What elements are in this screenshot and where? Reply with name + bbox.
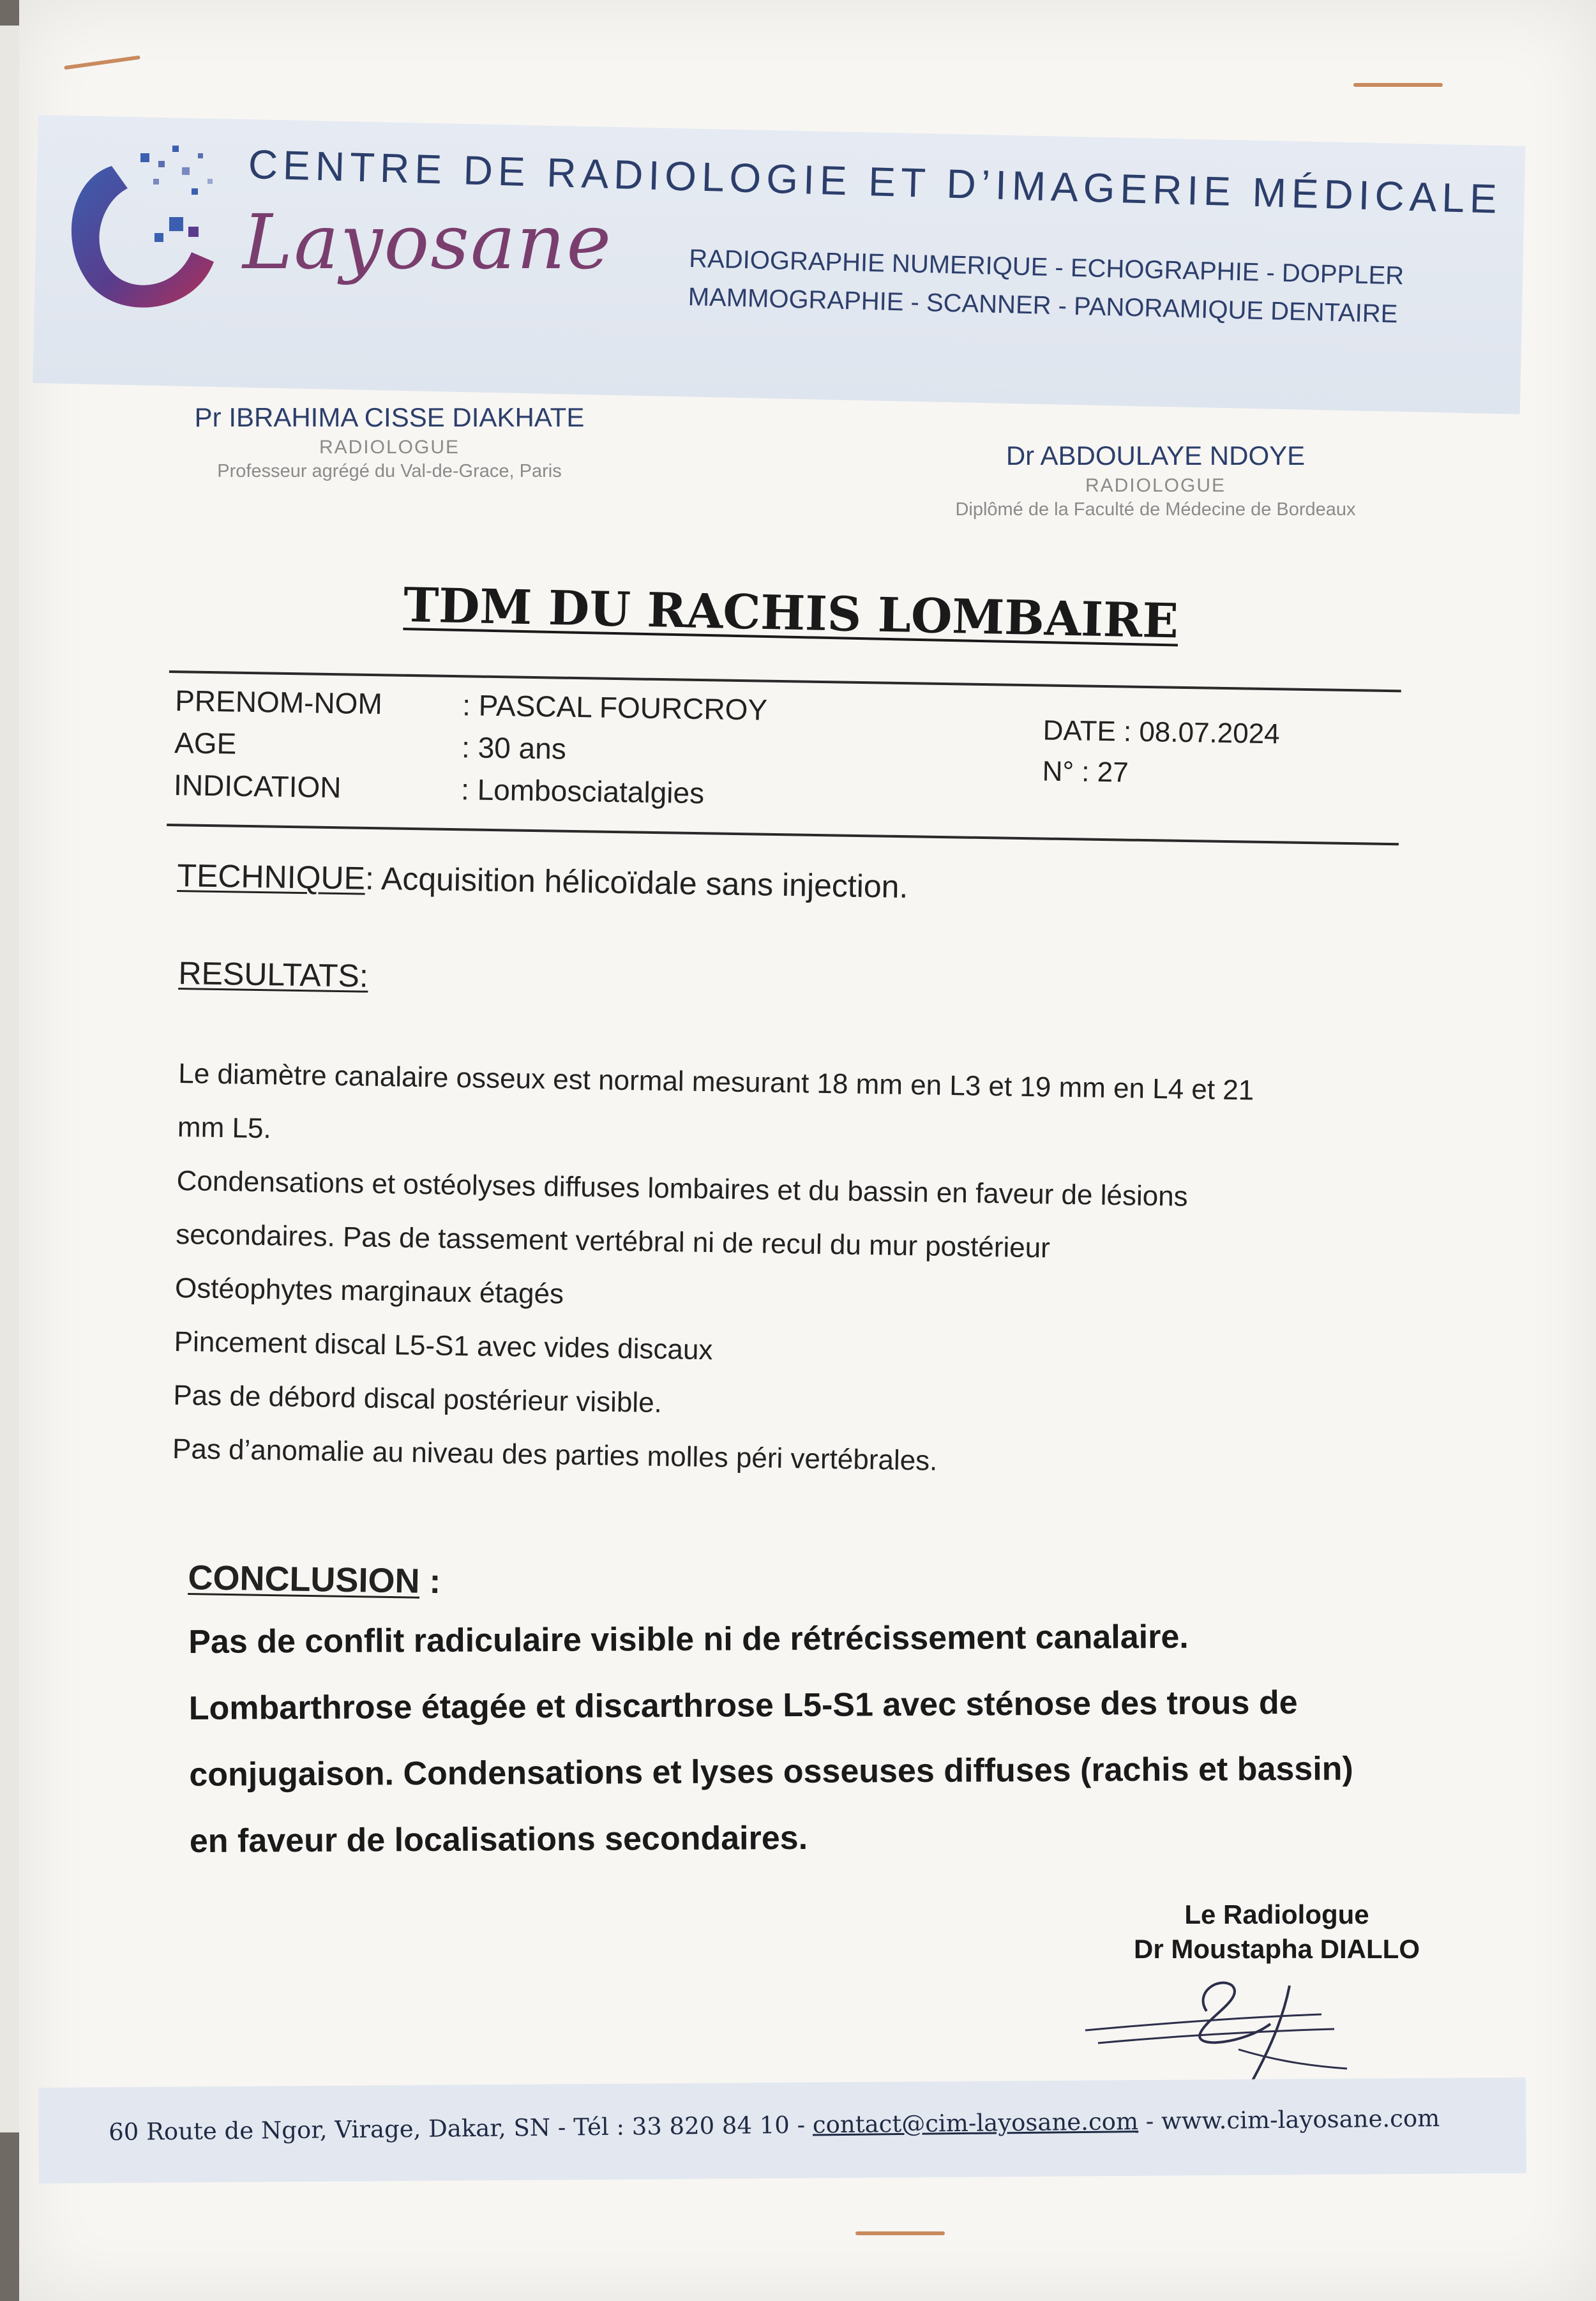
staple-bottom bbox=[855, 2231, 945, 2235]
signature-name: Dr Moustapha DIALLO bbox=[1134, 1934, 1420, 1964]
brand-name: Layosane bbox=[243, 198, 613, 286]
report-date: DATE : 08.07.2024 bbox=[1043, 714, 1281, 750]
results-line: Pas de débord discal postérieur visible. bbox=[173, 1379, 663, 1419]
indication-label: INDICATION bbox=[173, 768, 342, 804]
footer-email-link[interactable]: contact@cim-layosane.com bbox=[812, 2108, 1139, 2139]
services-line-2: MAMMOGRAPHIE - SCANNER - PANORAMIQUE DENTAIRE bbox=[688, 282, 1398, 329]
results-body bbox=[172, 1047, 1391, 1495]
report-title: TDM DU RACHIS LOMBAIRE bbox=[403, 578, 1179, 649]
conclusion-line: en faveur de localisations secondaires. bbox=[189, 1819, 808, 1860]
conclusion-line: conjugaison. Condensations et lyses osseuses diffuses (rachis et bassin) bbox=[189, 1750, 1353, 1793]
doctor-right-diploma: Diplômé de la Faculté de Médecine de Bordeaux bbox=[955, 499, 1356, 520]
results-line: Condensations et ostéolyses diffuses lombaires et du bassin en faveur de lésions bbox=[176, 1165, 1189, 1212]
conclusion-heading-row bbox=[188, 1558, 441, 1601]
technique-text: : Acquisition hélicoïdale sans injection. bbox=[365, 860, 908, 905]
results-line: Pas d’anomalie au niveau des parties molles péri vertébrales. bbox=[172, 1433, 938, 1477]
results-line: Le diamètre canalaire osseux est normal mesurant 18 mm en L3 et 19 mm en L4 et 21 bbox=[177, 1057, 1254, 1106]
name-value: : PASCAL FOURCROY bbox=[462, 688, 768, 727]
doctor-left bbox=[160, 402, 619, 482]
footer-address: 60 Route de Ngor, Virage, Dakar, SN - Tél : 33 820 84 10 - bbox=[109, 2111, 813, 2146]
layosane-logo bbox=[45, 128, 249, 338]
doctor-left-role: RADIOLOGUE bbox=[319, 437, 460, 458]
doctor-left-name: Pr IBRAHIMA CISSE DIAKHATE bbox=[194, 402, 585, 432]
conclusion-line: Lombarthrose étagée et discarthrose L5-S1 avec sténose des trous de bbox=[188, 1684, 1298, 1727]
conclusion-body bbox=[188, 1603, 1441, 1875]
results-heading-colon: : bbox=[359, 958, 369, 994]
age-value: : 30 ans bbox=[461, 730, 567, 766]
results-heading: RESULTATS bbox=[178, 954, 360, 994]
signature-block bbox=[1098, 1899, 1456, 1965]
report-number: N° : 27 bbox=[1042, 755, 1129, 788]
doctor-right-role: RADIOLOGUE bbox=[1085, 475, 1226, 496]
name-label: PRENOM-NOM bbox=[174, 684, 383, 721]
footer-website[interactable]: - www.cim-layosane.com bbox=[1138, 2104, 1440, 2136]
signature-role: Le Radiologue bbox=[1184, 1899, 1369, 1929]
indication-value: : Lombosciatalgies bbox=[460, 773, 705, 810]
conclusion-heading-colon: : bbox=[419, 1562, 441, 1601]
age-label: AGE bbox=[174, 726, 237, 760]
doctor-left-diploma: Professeur agrégé du Val-de-Grace, Paris bbox=[217, 461, 562, 481]
conclusion-heading: CONCLUSION bbox=[188, 1558, 420, 1601]
doctor-right-name: Dr ABDOULAYE NDOYE bbox=[1005, 441, 1306, 471]
results-heading-row bbox=[178, 954, 368, 995]
center-title: CENTRE DE RADIOLOGIE ET D’IMAGERIE MÉDICALE bbox=[247, 140, 1503, 222]
results-line: Pincement discal L5-S1 avec vides discaux bbox=[174, 1325, 713, 1366]
staple-top-right bbox=[1353, 83, 1443, 87]
services-line-1: RADIOGRAPHIE NUMERIQUE - ECHOGRAPHIE - DOPPLER bbox=[688, 244, 1404, 290]
doctor-right bbox=[894, 441, 1417, 520]
results-line: Ostéophytes marginaux étagés bbox=[174, 1272, 564, 1310]
technique-heading: TECHNIQUE bbox=[177, 857, 366, 896]
results-line: mm L5. bbox=[177, 1111, 272, 1145]
staple-top-left bbox=[64, 56, 140, 70]
conclusion-line: Pas de conflit radiculaire visible ni de rétrécissement canalaire. bbox=[188, 1618, 1189, 1661]
results-line: secondaires. Pas de tassement vertébral ni de recul du mur postérieur bbox=[176, 1218, 1051, 1264]
patient-info-block bbox=[166, 670, 1401, 875]
info-bottom-rule bbox=[167, 824, 1399, 845]
